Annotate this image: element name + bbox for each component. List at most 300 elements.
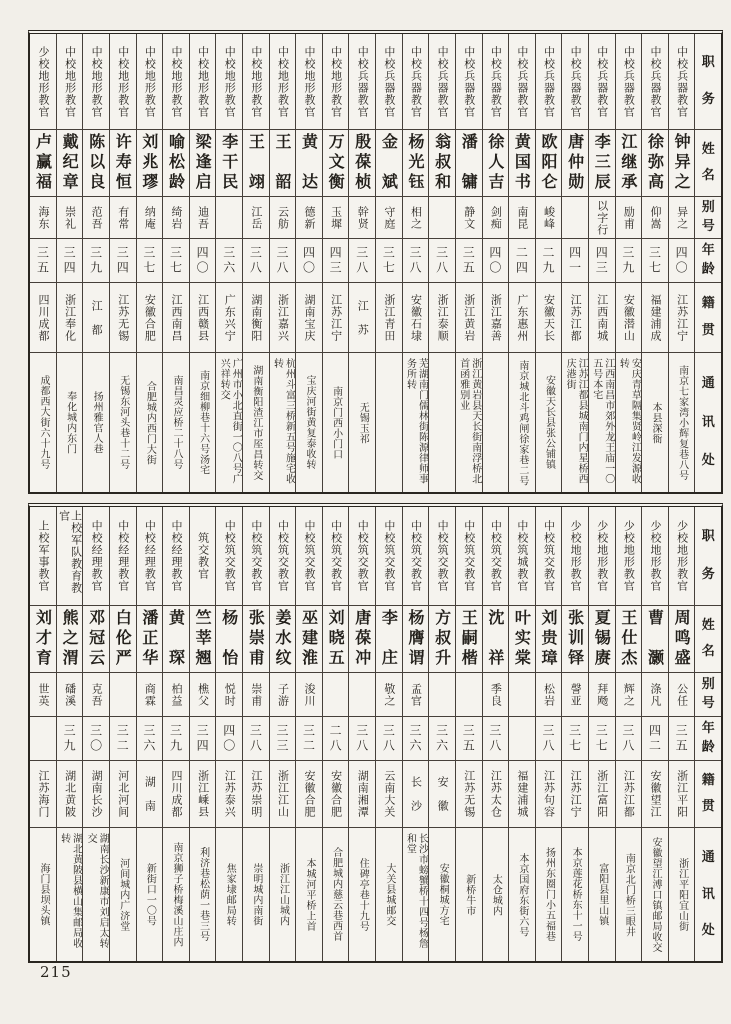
person-column — [536, 34, 563, 492]
address-cell — [376, 353, 402, 492]
alias-cell: 仰嵩 — [642, 197, 668, 239]
origin-cell: 江西南城 — [589, 283, 615, 353]
name-cell: 黄 达 — [296, 130, 322, 197]
age-cell: 三八 — [616, 717, 642, 761]
name-cell: 王 翊 — [243, 130, 269, 197]
alias-cell: 崇甫 — [243, 673, 269, 717]
origin-cell: 四川成都 — [30, 283, 56, 353]
origin-cell: 安徽合肥 — [137, 283, 163, 353]
address-cell: 安徽望江溥口镇邮局收交 — [649, 836, 661, 953]
alias-cell — [110, 673, 136, 717]
age-cell: 三四 — [57, 239, 83, 283]
duty-cell: 中校兵器教官 — [616, 34, 642, 130]
name-cell: 欧阳仑 — [536, 130, 562, 197]
origin-cell: 江苏句容 — [536, 761, 562, 828]
person-column — [83, 507, 110, 961]
name-cell: 翁叔和 — [429, 130, 455, 197]
person-column — [456, 34, 483, 492]
duty-cell: 中校经理教官 — [137, 507, 163, 606]
address-cell: 新街口一〇号 — [144, 863, 156, 926]
origin-cell: 长 沙 — [403, 761, 429, 828]
name-cell: 李干民 — [216, 130, 242, 197]
origin-cell: 安徽合肥 — [323, 761, 349, 828]
age-cell: 三〇 — [83, 717, 109, 761]
origin-cell: 江苏江宁 — [323, 283, 349, 353]
origin-cell: 浙江嘉善 — [483, 283, 509, 353]
person-column — [137, 507, 164, 961]
duty-cell: 中校经理教官 — [83, 507, 109, 606]
duty-cell: 中校兵器教官 — [536, 34, 562, 130]
age-cell: 三五 — [30, 239, 56, 283]
person-column — [642, 34, 669, 492]
origin-cell: 湖北黄陂 — [57, 761, 83, 828]
alias-cell: 江岳 — [243, 197, 269, 239]
person-column — [57, 507, 84, 961]
address-cell: 浙江黄岩县天长街南浮桥北首函雅别业 — [457, 357, 481, 484]
alias-cell: 相之 — [403, 197, 429, 239]
name-cell: 徐弥高 — [642, 130, 668, 197]
name-cell: 杨膺谓 — [403, 606, 429, 673]
duty-cell: 中校筑城教官 — [509, 507, 535, 606]
duty-cell: 中校兵器教官 — [509, 34, 535, 130]
alias-cell: 樵父 — [190, 673, 216, 717]
origin-cell: 浙江嵊县 — [190, 761, 216, 828]
person-column — [403, 34, 430, 492]
alias-cell: 玉墀 — [323, 197, 349, 239]
person-column — [376, 34, 403, 492]
person-column — [30, 34, 57, 492]
age-cell: 三七 — [137, 239, 163, 283]
alias-cell: 拜飏 — [589, 673, 615, 717]
alias-cell: 商霖 — [137, 673, 163, 717]
origin-cell: 湖南宝庆 — [296, 283, 322, 353]
duty-cell: 中校地形教官 — [270, 34, 296, 130]
alias-cell: 孟官 — [403, 673, 429, 717]
duty-cell: 中校兵器教官 — [349, 34, 375, 130]
age-cell: 四〇 — [296, 239, 322, 283]
alias-cell: 公任 — [669, 673, 695, 717]
origin-cell: 江苏泰兴 — [216, 761, 242, 828]
header-origin: 籍 贯 — [695, 283, 721, 353]
person-column — [296, 507, 323, 961]
person-column — [589, 34, 616, 492]
name-cell: 万文衡 — [323, 130, 349, 197]
name-cell: 黄国书 — [509, 130, 535, 197]
person-column — [110, 34, 137, 492]
alias-cell: 范吾 — [83, 197, 109, 239]
name-cell: 李 庄 — [376, 606, 402, 673]
name-cell: 喻松龄 — [163, 130, 189, 197]
person-column — [57, 34, 84, 492]
origin-cell: 江苏崇明 — [243, 761, 269, 828]
alias-cell — [429, 673, 455, 717]
address-cell: 合肥城内西门大街 — [144, 380, 156, 465]
origin-cell: 广东兴宁 — [216, 283, 242, 353]
alias-cell: 德新 — [296, 197, 322, 239]
duty-cell: 中校筑交教官 — [536, 507, 562, 606]
address-cell: 太仓城内 — [490, 873, 502, 916]
alias-cell: 海东 — [30, 197, 56, 239]
header-age: 年 龄 — [695, 717, 721, 761]
header-address: 通 讯 处 — [701, 376, 715, 468]
person-column — [536, 507, 563, 961]
person-column — [509, 507, 536, 961]
alias-cell — [456, 673, 482, 717]
name-cell: 竺莘翘 — [190, 606, 216, 673]
address-cell: 湖北黄陂县横山集邮局收转 — [58, 832, 82, 949]
address-cell: 本京莲花桥东十一号 — [570, 847, 582, 942]
origin-cell: 江苏无锡 — [456, 761, 482, 828]
origin-cell: 广东惠州 — [509, 283, 535, 353]
person-column — [296, 34, 323, 492]
name-cell: 陈以良 — [83, 130, 109, 197]
duty-cell: 中校筑交教官 — [429, 507, 455, 606]
name-cell: 张崇甫 — [243, 606, 269, 673]
person-column — [669, 34, 696, 492]
origin-cell: 河北河间 — [110, 761, 136, 828]
person-column — [562, 507, 589, 961]
alias-cell — [429, 197, 455, 239]
alias-cell: 辉之 — [616, 673, 642, 717]
page-number: 215 — [40, 963, 72, 981]
age-cell: 三四 — [190, 717, 216, 761]
age-cell: 三九 — [83, 239, 109, 283]
origin-cell: 江苏江宁 — [669, 283, 695, 353]
name-cell: 唐葆冲 — [349, 606, 375, 673]
address-cell: 无锡东河头巷十二号 — [117, 375, 129, 470]
alias-cell: 柏益 — [163, 673, 189, 717]
duty-cell: 中校地形教官 — [323, 34, 349, 130]
person-column — [216, 34, 243, 492]
origin-cell: 安徽石埭 — [403, 283, 429, 353]
address-cell: 海门县坝头镇 — [37, 863, 49, 926]
name-cell: 周鸣盛 — [669, 606, 695, 673]
age-cell: 三八 — [243, 239, 269, 283]
address-cell: 新桥牛市 — [463, 873, 475, 916]
address-cell: 富阳县里山镇 — [596, 863, 608, 926]
person-column — [376, 507, 403, 961]
alias-cell: 异之 — [669, 197, 695, 239]
name-cell: 金 斌 — [376, 130, 402, 197]
person-column — [243, 34, 270, 492]
name-cell: 巫建淮 — [296, 606, 322, 673]
age-cell: 三五 — [669, 717, 695, 761]
alias-cell — [349, 673, 375, 717]
address-cell: 本城河平桥上首 — [304, 857, 316, 932]
alias-cell: 謦亚 — [562, 673, 588, 717]
person-column — [509, 34, 536, 492]
duty-cell: 中校经理教官 — [163, 507, 189, 606]
duty-cell: 中校兵器教官 — [403, 34, 429, 130]
age-cell: 四三 — [589, 239, 615, 283]
person-column — [429, 507, 456, 961]
name-cell: 刘晓五 — [323, 606, 349, 673]
person-column — [589, 507, 616, 961]
header-duty: 职 务 — [695, 507, 721, 606]
age-cell: 四〇 — [216, 717, 242, 761]
age-cell: 三九 — [616, 239, 642, 283]
origin-cell: 浙江富阳 — [589, 761, 615, 828]
alias-cell — [509, 673, 535, 717]
age-cell: 三九 — [57, 717, 83, 761]
origin-cell: 江苏太仓 — [483, 761, 509, 828]
duty-cell: 中校地形教官 — [216, 34, 242, 130]
origin-cell: 安徽合肥 — [296, 761, 322, 828]
address-cell: 扬州东圈门小五福巷 — [543, 847, 555, 942]
name-cell: 许寿恒 — [110, 130, 136, 197]
name-cell: 沈 祥 — [483, 606, 509, 673]
person-column — [349, 507, 376, 961]
name-cell: 潘正华 — [137, 606, 163, 673]
person-column — [483, 507, 510, 961]
age-cell: 三五 — [456, 239, 482, 283]
address-cell: 宝庆河街黄复泰收转 — [304, 375, 316, 470]
header-column — [695, 507, 721, 961]
person-column — [30, 507, 57, 961]
origin-cell: 江西赣县 — [190, 283, 216, 353]
address-cell: 南京狮子桥梅溪山庄内 — [171, 842, 182, 947]
duty-cell: 中校地形教官 — [83, 34, 109, 130]
person-column — [403, 507, 430, 961]
duty-cell: 中校筑交教官 — [270, 507, 296, 606]
person-column — [110, 507, 137, 961]
name-cell: 徐人吉 — [483, 130, 509, 197]
alias-cell: 纳庵 — [137, 197, 163, 239]
duty-cell: 少校地形教官 — [642, 507, 668, 606]
duty-cell: 中校地形教官 — [137, 34, 163, 130]
age-cell: 二四 — [509, 239, 535, 283]
origin-cell: 福建浦城 — [509, 761, 535, 828]
person-column — [429, 34, 456, 492]
origin-cell: 湖 南 — [137, 761, 163, 828]
alias-cell: 迪吾 — [190, 197, 216, 239]
address-cell: 成都西大街六十九号 — [37, 375, 49, 470]
alias-cell: 绮岩 — [163, 197, 189, 239]
age-cell: 四〇 — [483, 239, 509, 283]
address-cell: 崇明城内南街 — [250, 863, 262, 926]
duty-cell: 中校筑交教官 — [483, 507, 509, 606]
age-cell: 四三 — [323, 239, 349, 283]
alias-cell: 松岩 — [536, 673, 562, 717]
address-cell: 无锡玉祁 — [357, 401, 369, 444]
alias-cell: 励甫 — [616, 197, 642, 239]
age-cell: 三八 — [243, 717, 269, 761]
name-cell: 邓冠云 — [83, 606, 109, 673]
address-cell: 扬州雅官人巷 — [91, 391, 103, 454]
age-cell: 三八 — [429, 239, 455, 283]
duty-cell: 少校地形教官 — [669, 507, 695, 606]
person-column — [562, 34, 589, 492]
origin-cell: 江苏江都 — [562, 283, 588, 353]
name-cell: 江继承 — [616, 130, 642, 197]
person-column — [190, 507, 217, 961]
name-cell: 潘 镛 — [456, 130, 482, 197]
address-cell: 长沙市螃蟹桥十四号杨詹和堂 — [404, 832, 428, 949]
personnel-roster-table-top — [28, 30, 723, 494]
alias-cell: 子游 — [270, 673, 296, 717]
person-column — [270, 34, 297, 492]
alias-cell: 幹贤 — [349, 197, 375, 239]
age-cell: 三九 — [163, 717, 189, 761]
address-cell: 杭州斗富三桥新五号施宅收转 — [271, 357, 295, 484]
person-column — [323, 507, 350, 961]
age-cell: 三六 — [403, 717, 429, 761]
duty-cell: 中校兵器教官 — [589, 34, 615, 130]
duty-cell: 筑交教官 — [190, 507, 216, 606]
name-cell: 王 韶 — [270, 130, 296, 197]
address-cell: 南京细柳巷十六号汤宅 — [197, 370, 209, 475]
alias-cell: 以字行 — [589, 197, 615, 239]
header-origin: 籍 贯 — [695, 761, 721, 828]
header-name: 姓 名 — [695, 606, 721, 673]
age-cell: 三七 — [376, 239, 402, 283]
person-column — [323, 34, 350, 492]
person-column — [163, 507, 190, 961]
address-cell: 河间城内广济堂 — [117, 857, 129, 932]
duty-cell: 中校经理教官 — [110, 507, 136, 606]
person-column — [137, 34, 164, 492]
address-cell: 安徽桐城方宅 — [437, 863, 449, 926]
name-cell: 刘兆璆 — [137, 130, 163, 197]
age-cell: 三六 — [429, 717, 455, 761]
duty-cell: 中校地形教官 — [57, 34, 83, 130]
origin-cell: 浙江黄岩 — [456, 283, 482, 353]
duty-cell: 中校兵器教官 — [642, 34, 668, 130]
name-cell: 殷葆桢 — [349, 130, 375, 197]
alias-cell: 季良 — [483, 673, 509, 717]
person-column — [83, 34, 110, 492]
age-cell: 三七 — [589, 717, 615, 761]
personnel-roster-table-bottom — [28, 503, 723, 963]
person-column — [669, 507, 696, 961]
name-cell: 杨光钰 — [403, 130, 429, 197]
address-cell — [483, 353, 509, 492]
header-address: 通 讯 处 — [701, 849, 715, 939]
origin-cell: 安 徽 — [429, 761, 455, 828]
alias-cell: 崇礼 — [57, 197, 83, 239]
age-cell: 四一 — [562, 239, 588, 283]
origin-cell: 湖南湘潭 — [349, 761, 375, 828]
name-cell: 李三辰 — [589, 130, 615, 197]
age-cell: 三八 — [270, 239, 296, 283]
origin-cell: 江苏无锡 — [110, 283, 136, 353]
address-cell: 浙江江山城内 — [277, 863, 289, 926]
origin-cell: 四川成都 — [163, 761, 189, 828]
origin-cell: 安徽天长 — [536, 283, 562, 353]
duty-cell: 中校筑交教官 — [243, 507, 269, 606]
age-cell: 四二 — [642, 717, 668, 761]
alias-cell: 南昆 — [509, 197, 535, 239]
duty-cell: 中校地形教官 — [163, 34, 189, 130]
name-cell: 叶实棠 — [509, 606, 535, 673]
age-cell: 四〇 — [669, 239, 695, 283]
header-column — [695, 34, 721, 492]
origin-cell: 江西南昌 — [163, 283, 189, 353]
address-cell: 广州市小北直街一〇八号广兴祥转交 — [218, 357, 242, 484]
person-column — [243, 507, 270, 961]
name-cell: 方叔升 — [429, 606, 455, 673]
person-column — [616, 34, 643, 492]
duty-cell: 中校筑交教官 — [323, 507, 349, 606]
duty-cell: 中校兵器教官 — [562, 34, 588, 130]
origin-cell: 浙江泰顺 — [429, 283, 455, 353]
address-cell: 江西南昌市郊外龙王庙一〇五号本宅 — [590, 357, 614, 484]
age-cell: 三七 — [562, 717, 588, 761]
origin-cell: 云南大关 — [376, 761, 402, 828]
age-cell: 三六 — [216, 239, 242, 283]
name-cell: 王嗣楷 — [456, 606, 482, 673]
age-cell: 三四 — [110, 239, 136, 283]
alias-cell — [562, 197, 588, 239]
alias-cell: 涤凡 — [642, 673, 668, 717]
duty-cell: 上校军队教育教官 — [57, 507, 83, 606]
header-alias: 别 号 — [695, 673, 721, 717]
duty-cell: 上校军事教官 — [30, 507, 56, 606]
header-name: 姓 名 — [695, 130, 721, 197]
alias-cell: 守庭 — [376, 197, 402, 239]
alias-cell: 世英 — [30, 673, 56, 717]
address-cell: 利济巷松荫一巷三号 — [197, 847, 209, 942]
alias-cell: 剑痴 — [483, 197, 509, 239]
age-cell: 三六 — [137, 717, 163, 761]
duty-cell: 中校兵器教官 — [669, 34, 695, 130]
person-column — [349, 34, 376, 492]
person-column — [456, 507, 483, 961]
origin-cell: 江 苏 — [349, 283, 375, 353]
alias-cell: 磻溪 — [57, 673, 83, 717]
name-cell: 钟异之 — [669, 130, 695, 197]
age-cell — [30, 717, 56, 761]
header-duty: 职 务 — [695, 34, 721, 130]
address-cell: 安徽天长县张公铺镇 — [543, 375, 555, 470]
address-cell: 南昌灵应桥二十八号 — [171, 375, 182, 470]
address-cell: 湖南衡阳渣江市厔昌转交 — [250, 364, 262, 481]
alias-cell: 静文 — [456, 197, 482, 239]
alias-cell: 敬之 — [376, 673, 402, 717]
origin-cell: 浙江青田 — [376, 283, 402, 353]
address-cell: 南京门西小门口 — [330, 385, 342, 460]
person-column — [190, 34, 217, 492]
alias-cell: 峻峰 — [536, 197, 562, 239]
duty-cell: 少校地形教官 — [589, 507, 615, 606]
duty-cell: 中校筑交教官 — [376, 507, 402, 606]
origin-cell: 浙江奉化 — [57, 283, 83, 353]
age-cell: 二八 — [323, 717, 349, 761]
address-cell: 南京城北斗鸡闸徐家巷二号 — [516, 359, 528, 486]
address-cell: 大关县城邮交 — [383, 863, 395, 926]
origin-cell: 江苏江宁 — [562, 761, 588, 828]
duty-cell: 中校地形教官 — [296, 34, 322, 130]
age-cell: 三五 — [456, 717, 482, 761]
alias-cell: 克吾 — [83, 673, 109, 717]
person-column — [163, 34, 190, 492]
duty-cell: 中校筑交教官 — [403, 507, 429, 606]
address-cell: 住碑亭巷十九号 — [357, 857, 369, 932]
age-cell: 三八 — [536, 717, 562, 761]
name-cell: 张训铎 — [562, 606, 588, 673]
name-cell: 刘才育 — [30, 606, 56, 673]
duty-cell: 少校地形教官 — [30, 34, 56, 130]
origin-cell: 湖南衡阳 — [243, 283, 269, 353]
name-cell: 曹 灏 — [642, 606, 668, 673]
name-cell: 戴纪章 — [57, 130, 83, 197]
alias-cell: 有常 — [110, 197, 136, 239]
name-cell: 白伦严 — [110, 606, 136, 673]
header-alias: 别 号 — [695, 197, 721, 239]
age-cell: 三八 — [403, 239, 429, 283]
age-cell: 三八 — [376, 717, 402, 761]
alias-cell — [216, 197, 242, 239]
